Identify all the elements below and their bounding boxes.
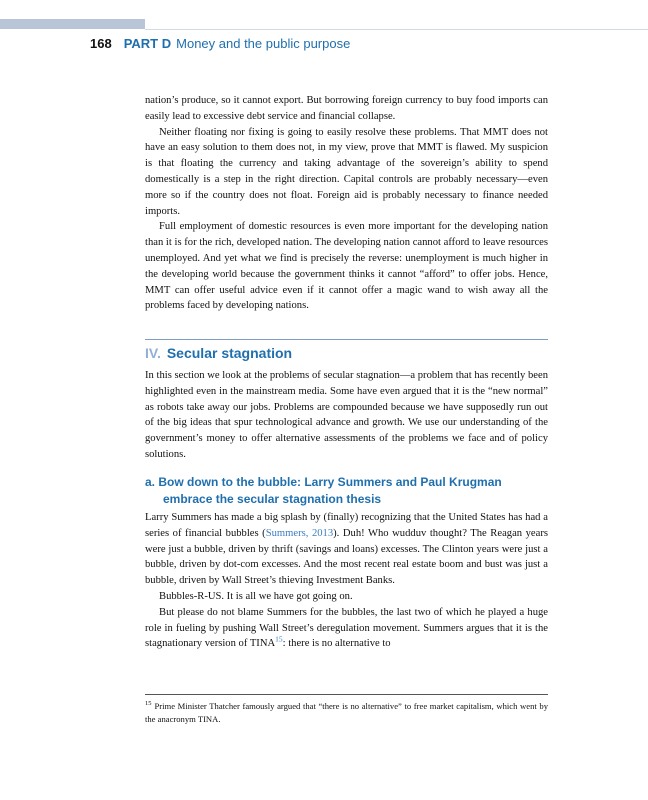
section-title: Secular stagnation <box>166 345 293 361</box>
part-label: PART D <box>123 36 172 51</box>
subsection-text <box>145 510 548 652</box>
intro-paragraph-3: Full employment of domestic resources is even more important for the developing nation than it is for the rich, developed nation. The developing nation cannot afford to leave resources unemployed. And yet what we find is precisely the reverse: unemployment is much higher in the developing world because the government thinks it cannot “afford” to offer jobs. Hence, MMT can offer useful advice even if it cannot offer a magic wand to wish away all the problems faced by developing nations. <box>145 221 548 312</box>
subsection-title-line-2: embrace the secular stagnation thesis <box>163 492 382 506</box>
section-text <box>145 368 548 463</box>
section-divider <box>145 339 548 340</box>
footnote-number: 15 <box>145 700 152 708</box>
section-heading <box>145 345 292 361</box>
subsection-letter: a. <box>145 475 156 489</box>
subsection-paragraph-3: But please do not blame Summers for the bubbles, the last two of which he played a huge role in fueling by pushing Wall Street’s deregulation movement. Summers argues that it is the stagnationary version of TINA$^{15}$: there is no alternative to <box>145 606 548 650</box>
part-title: Money and the public purpose <box>176 36 351 51</box>
page-number: 168 <box>90 36 112 51</box>
running-header <box>90 36 350 51</box>
section-number: IV. <box>145 345 161 361</box>
intro-paragraph-1: nation’s produce, so it cannot export. But borrowing foreign currency to buy food imports can easily lead to excessive debt service and financial collapse. <box>145 95 548 122</box>
intro-paragraph-2: Neither floating nor fixing is going to easily resolve these problems. That MMT does not have an easy solution to them does not, in my view, prove that MMT is flawed. My suspicion is that floating the currency and taking advantage of the sovereign’s ability to spend domestically is a step in the right direction. Capital controls are probably necessary—even more so if the country does not float. Foreign aid is probably necessary to finance needed imports. <box>145 126 548 217</box>
footnote-marker[interactable]: 15 <box>275 634 283 644</box>
footnote-text: Prime Minister Thatcher famously argued that “there is no alternative” to free market capitalism, which went by the anacronym TINA. <box>145 701 548 724</box>
subsection-paragraph-2: Bubbles-R-US. It is all we have got going on. <box>159 590 353 602</box>
subsection-heading <box>145 474 548 508</box>
section-paragraph-1: In this section we look at the problems of secular stagnation—a problem that has recently been highlighted even in the mainstream media. Some have even argued that it is the “new normal” as robots take away our jobs. Problems are compounded because we have supposedly run out of the big ideas that spur technological advance and growth. We use our understanding of the government’s money to offer alternative assessments of the problems we face and of policy solutions. <box>145 370 548 460</box>
header-accent-bar <box>0 19 145 29</box>
intro-text <box>145 93 548 314</box>
footnote-divider <box>145 694 548 695</box>
subsection-title-line-1: Bow down to the bubble: Larry Summers and Paul Krugman <box>158 475 502 489</box>
footnote <box>145 700 548 726</box>
header-rule <box>145 29 648 30</box>
subsection-paragraph-1: Larry Summers has made a big splash by (finally) recognizing that the United States has had a series of financial bubbles (Summers, 2013). Duh! Who wudduv thought? The Reagan years were just a bubble, driven by thrift (savings and loans) excesses. The Clinton years were just a bubble, driven by dot-com excesses. And the most recent real estate boom and bust was just a bubble, driven by Wall Street’s thieving Investment Banks. <box>145 512 548 587</box>
citation-link[interactable]: Summers, 2013 <box>265 527 334 539</box>
